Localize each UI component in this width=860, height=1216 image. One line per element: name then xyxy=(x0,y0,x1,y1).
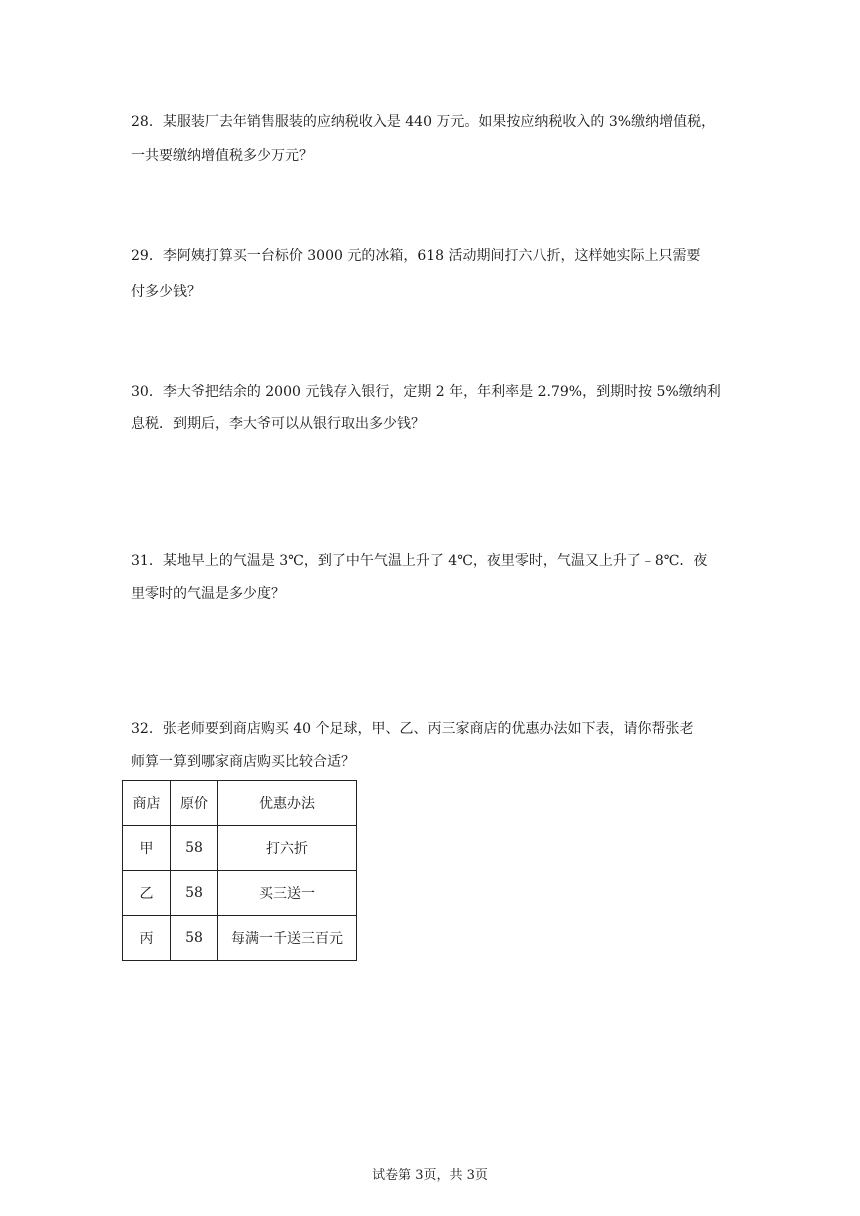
question-32-line-1: 32．张老师要到商店购买 40 个足球，甲、乙、丙三家商店的优惠办法如下表，请你帮张老 xyxy=(131,721,694,737)
question-30-line-1: 30．李大爷把结余的 2000 元钱存入银行，定期 2 年，年利率是 2.79%，到期时按 5%缴纳利 xyxy=(131,384,721,400)
cell-price: 58 xyxy=(171,916,218,961)
question-29-line-1: 29．李阿姨打算买一台标价 3000 元的冰箱，618 活动期间打六八折，这样她实际上只需要 xyxy=(131,248,701,264)
question-31-line-2: 里零时的气温是多少度？ xyxy=(131,586,285,602)
promo-table xyxy=(122,780,357,961)
table-row xyxy=(123,916,357,961)
table-row xyxy=(123,871,357,916)
cell-discount: 每满一千送三百元 xyxy=(218,916,357,961)
question-28-line-1: 28．某服装厂去年销售服装的应纳税收入是 440 万元。如果按应纳税收入的 3%缴纳增值税， xyxy=(131,114,716,130)
cell-shop: 乙 xyxy=(123,871,171,916)
table-row xyxy=(123,826,357,871)
question-28-line-2: 一共要缴纳增值税多少万元？ xyxy=(131,148,313,164)
cell-price: 58 xyxy=(171,826,218,871)
cell-discount: 打六折 xyxy=(218,826,357,871)
question-29-line-2: 付多少钱？ xyxy=(131,284,201,300)
header-discount: 优惠办法 xyxy=(218,781,357,826)
cell-shop: 甲 xyxy=(123,826,171,871)
table-header-row xyxy=(123,781,357,826)
page-footer: 试卷第 3页，共 3页 xyxy=(372,1168,488,1183)
header-original-price: 原价 xyxy=(171,781,218,826)
question-31-line-1: 31．某地早上的气温是 3℃，到了中午气温上升了 4℃，夜里零时，气温又上升了﹣8℃．夜 xyxy=(131,553,708,569)
header-shop: 商店 xyxy=(123,781,171,826)
question-30-line-2: 息税．到期后，李大爷可以从银行取出多少钱？ xyxy=(131,416,425,432)
cell-discount: 买三送一 xyxy=(218,871,357,916)
cell-price: 58 xyxy=(171,871,218,916)
question-32-line-2: 师算一算到哪家商店购买比较合适？ xyxy=(131,754,355,770)
cell-shop: 丙 xyxy=(123,916,171,961)
